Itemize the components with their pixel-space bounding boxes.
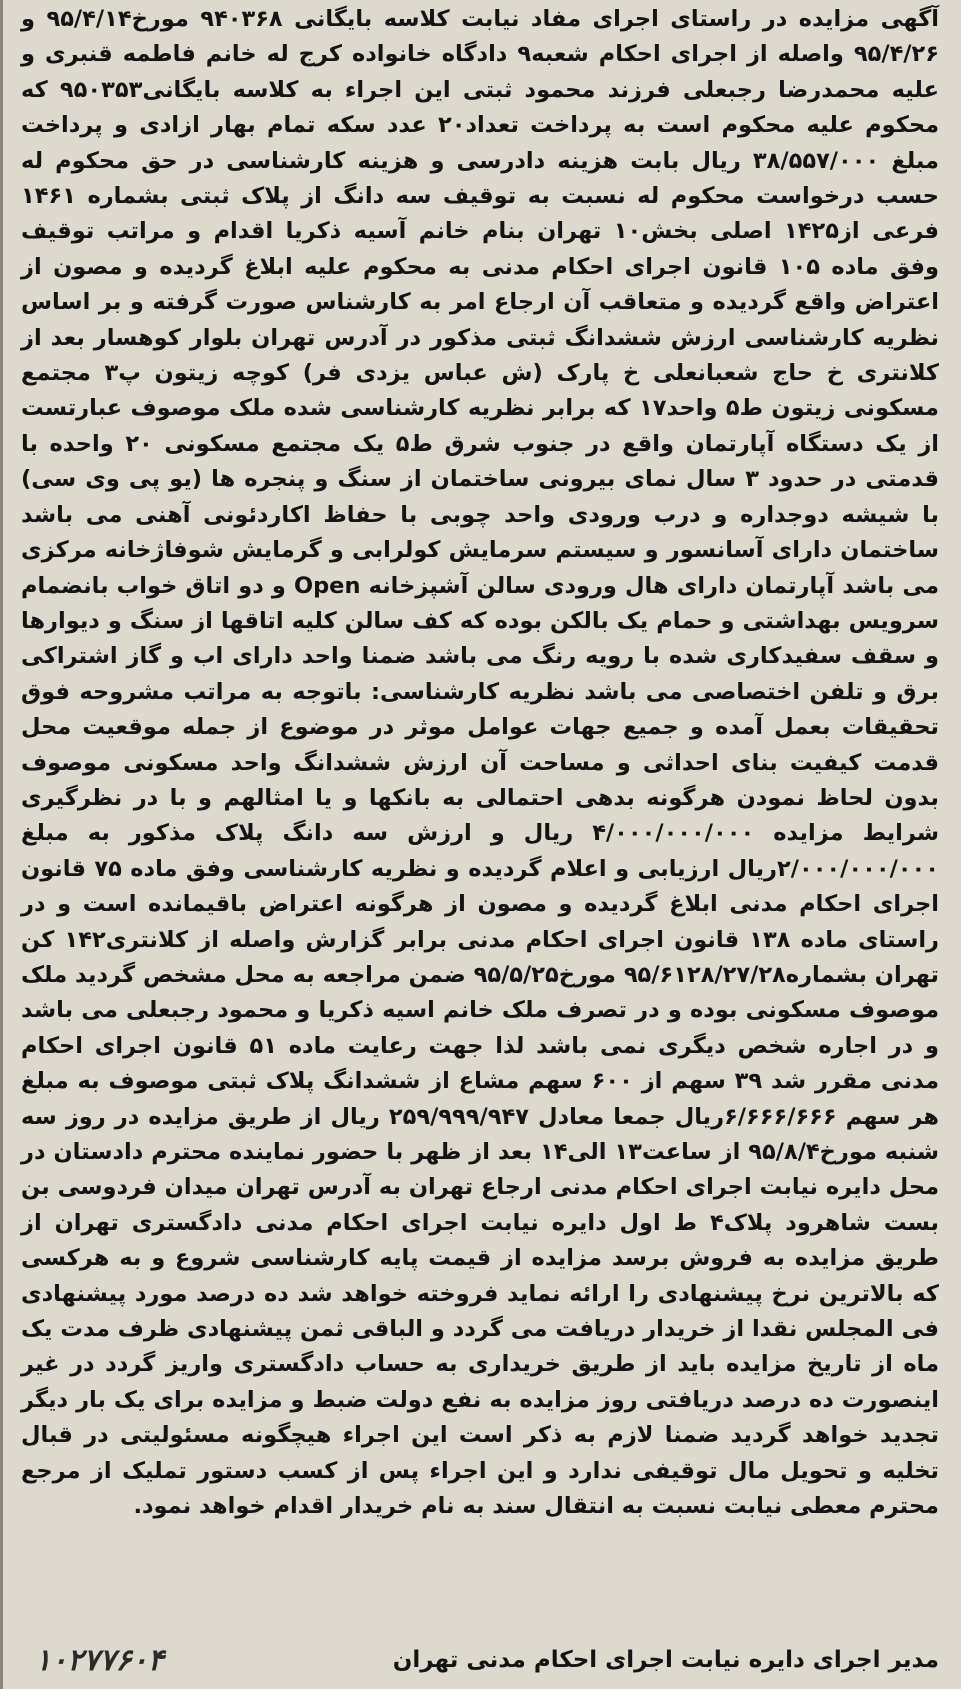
auction-notice <box>21 2 939 1524</box>
signature-line <box>21 1640 939 1680</box>
handwritten-code: ۱۰۲۷۷۶۰۴ <box>35 1642 164 1678</box>
signature-text: مدیر اجرای دایره نیابت اجرای احکام مدنی تهران <box>392 1647 939 1673</box>
notice-body: آگهی مزایده در راستای اجرای مفاد نیابت کلاسه بایگانی ۹۴۰۳۶۸ مورخ۹۵/۴/۱۴ و ۹۵/۴/۲۶ واصله از اجرای احکام شعبه۹ دادگاه خانواده کرج له خانم فاطمه قنبری و علیه محمدرضا رجبعلی فرزند محمود ثبتی این اجراء به کلاسه بایگانی۹۵۰۳۵۳ که محکوم علیه محکوم است به پرداخت تعداد۲۰ عدد سکه تمام بهار ازادی و پرداخت مبلغ ۳۸/۵۵۷/۰۰۰ ریال بابت هزینه دادرسی و هزینه کارشناسی در حق محکوم له حسب درخواست محکوم له نسبت به توقیف سه دانگ از پلاک ثبتی بشماره ۱۴۶۱ فرعی از۱۴۲۵ اصلی بخش۱۰ تهران بنام خانم آسیه ذکریا اقدام و مراتب توقیف وفق ماده ۱۰۵ قانون اجرای احکام مدنی به محکوم علیه ابلاغ گردیده و مصون از اعتراض واقع گردیده و متعاقب آن ارجاع امر به کارشناس صورت گرفته و بر اساس نظریه کارشناسی ارزش ششدانگ ثبتی مذکور در آدرس تهران بلوار کوهسار بعد از کلانتری خ حاج شعبانعلی خ پارک (ش عباس یزدی فر) کوچه زیتون پ۳ مجتمع مسکونی زیتون ط۵ واحد۱۷ که برابر نظریه کارشناسی شده ملک موصوف عبارتست از یک دستگاه آپارتمان واقع در جنوب شرق ط۵ یک مجتمع مسکونی ۲۰ واحده با قدمتی در حدود ۳ سال نمای بیرونی ساختمان از سنگ و پنجره ها (یو پی وی سی) با شیشه دوجداره و درب ورودی واحد چوبی با حفاظ اکاردئونی آهنی می باشد ساختمان دارای آسانسور و سیستم سرمایش کولرابی و گرمایش شوفاژخانه مرکزی می باشد آپارتمان دارای هال ورودی سالن آشپزخانه Open و دو اتاق خواب بانضمام سرویس بهداشتی و حمام یک بالکن بوده که کف سالن کلیه اتاقها از سنگ و دیوارها و سقف سفیدکاری شده با رویه رنگ می باشد ضمنا واحد دارای اب و گاز اشتراکی برق و تلفن اختصاصی می باشد نظریه کارشناسی: باتوجه به مراتب مشروحه فوق تحقیقات بعمل آمده و جمیع جهات عوامل موثر در موضوع از جمله موقعیت محل قدمت کیفیت بنای احداثی و مساحت آن ارزش ششدانگ واحد مسکونی موصوف بدون لحاظ نمودن هرگونه بدهی احتمالی به بانکها و یا امثالهم و با در نظرگیری شرایط مزایده ۴/۰۰۰/۰۰۰/۰۰۰ ریال و ارزش سه دانگ پلاک مذکور به مبلغ ۲/۰۰۰/۰۰۰/۰۰۰ریال ارزیابی و اعلام گردیده و نظریه کارشناسی وفق ماده ۷۵ قانون اجرای احکام مدنی ابلاغ گردیده و مصون از هرگونه اعتراض باقیمانده است و در راستای ماده ۱۳۸ قانون اجرای احکام مدنی برابر گزارش واصله از کلانتری۱۴۲ کن تهران بشماره۹۵/۶۱۲۸/۲۷/۲۸ مورخ۹۵/۵/۲۵ ضمن مراجعه به محل مشخص گردید ملک موصوف مسکونی بوده و در تصرف ملک خانم اسیه ذکریا و محمود رجبعلی می باشد و در اجاره شخص دیگری نمی باشد لذا جهت رعایت ماده ۵۱ قانون اجرای احکام مدنی مقرر شد ۳۹ سهم از ۶۰۰ سهم مشاع از ششدانگ پلاک ثبتی موصوف به مبلغ هر سهم ۶/۶۶۶/۶۶۶ریال جمعا معادل ۲۵۹/۹۹۹/۹۴۷ ریال از طریق مزایده در روز سه شنبه مورخ۹۵/۸/۴ از ساعت۱۳ الی۱۴ بعد از ظهر با حضور نماینده محترم دادستان در محل دایره نیابت اجرای احکام مدنی ارجاع تهران به آدرس تهران میدان فردوسی بن بست شاهرود پلاک۴ ط اول دایره نیابت اجرای احکام مدنی دادگستری تهران از طریق مزایده به فروش برسد مزایده از قیمت پایه کارشناسی شروع و به هرکسی که بالاترین نرخ پیشنهادی را ارائه نماید فروخته خواهد شد ده درصد مورد پیشنهادی فی المجلس نقدا از خریدار دریافت می گردد و الباقی ثمن پیشنهادی ظرف مدت یک ماه از تاریخ مزایده باید از طریق خریداری به حساب دادگستری واریز گردد در غیر اینصورت ده درصد دریافتی روز مزایده به نفع دولت ضبط و مزایده برای یک بار دیگر تجدید خواهد گردید ضمنا لازم به ذکر است این اجراء هیچگونه مسئولیتی در قبال تخلیه و تحویل مال توقیفی ندارد و این اجراء پس از کسب دستور تملیک از مرجع محترم معطی نیابت نسبت به انتقال سند به نام خریدار اقدام خواهد نمود. <box>21 6 940 1520</box>
